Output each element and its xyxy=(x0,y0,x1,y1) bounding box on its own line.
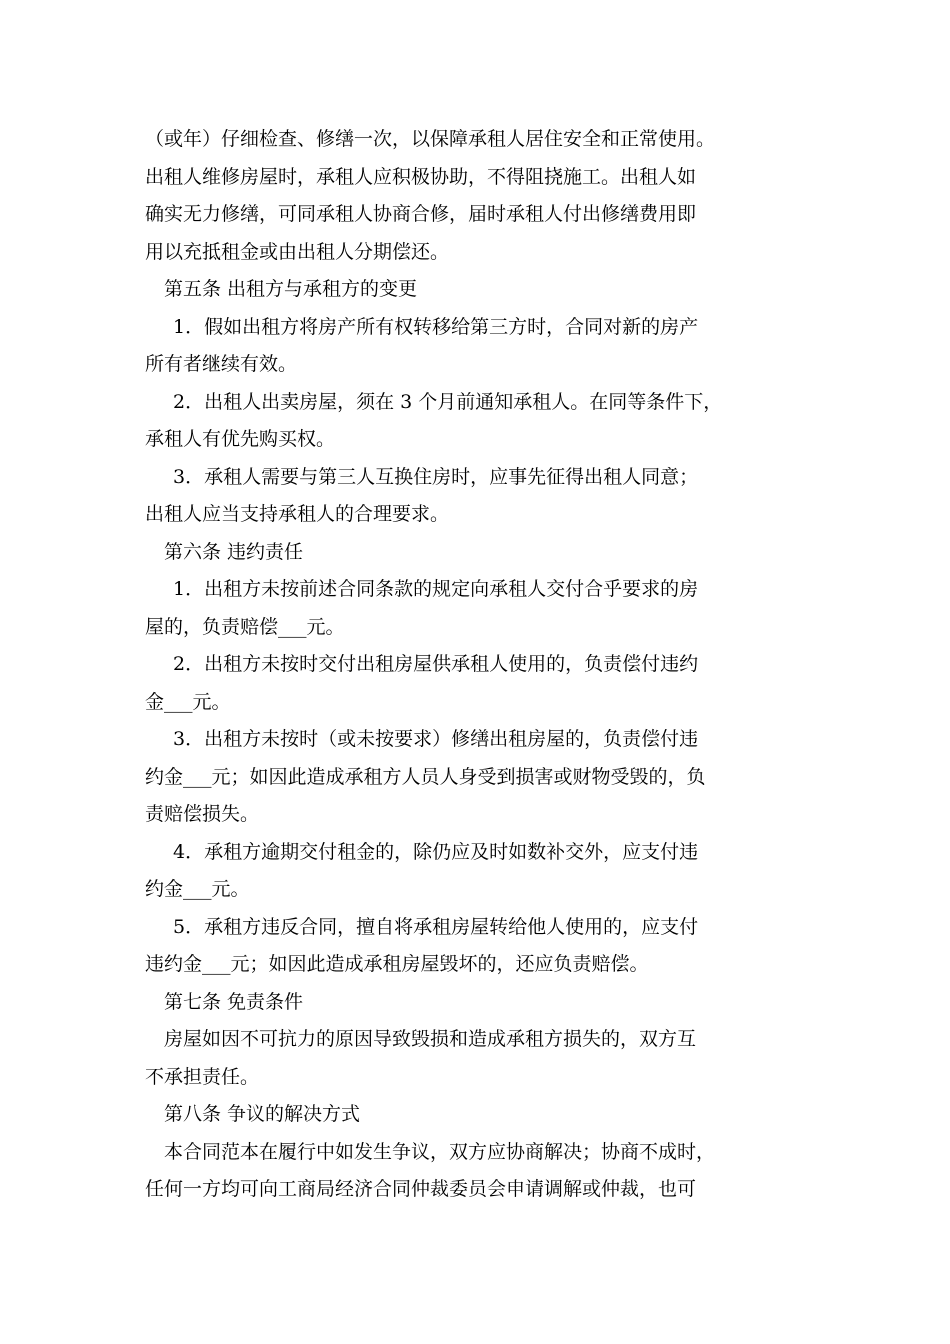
article-5-heading: 第五条 出租方与承租方的变更 xyxy=(164,278,418,300)
clause-item: 1．假如出租方将房产所有权转移给第三方时，合同对新的房产 xyxy=(173,315,699,338)
paragraph-line: 本合同范本在履行中如发生争议，双方应协商解决；协商不成时， xyxy=(164,1140,716,1163)
clause-item: 2．出租方未按时交付出租房屋供承租人使用的，负责偿付违约 xyxy=(173,653,699,675)
article-8-heading: 第八条 争议的解决方式 xyxy=(164,1103,361,1125)
paragraph-line: 房屋如因不可抗力的原因导致毁损和造成承租方损失的，双方互 xyxy=(164,1028,697,1050)
clause-item: 3．承租人需要与第三人互换住房时，应事先征得出租人同意； xyxy=(173,465,699,488)
article-7-heading: 第七条 免责条件 xyxy=(164,990,304,1013)
paragraph-line: 金___元。 xyxy=(145,690,231,713)
paragraph-line: 约金___元。 xyxy=(145,878,250,900)
paragraph-line: 出租人维修房屋时，承租人应积极协助，不得阻挠施工。出租人如 xyxy=(145,165,697,188)
paragraph-line: 出租人应当支持承租人的合理要求。 xyxy=(145,503,450,525)
paragraph-line: 屋的，负责赔偿___元。 xyxy=(145,615,345,638)
paragraph-line: 任何一方均可向工商局经济合同仲裁委员会申请调解或仲裁，也可 xyxy=(145,1178,697,1200)
paragraph-line: 违约金___元；如因此造成承租房屋毁坏的，还应负责赔偿。 xyxy=(145,953,649,975)
paragraph-line: 确实无力修缮，可同承租人协商合修，届时承租人付出修缮费用即 xyxy=(145,203,697,225)
paragraph-line: （或年）仔细检查、修缮一次，以保障承租人居住安全和正常使用。 xyxy=(145,128,716,150)
clause-item: 2．出租人出卖房屋，须在 3 个月前通知承租人。在同等条件下， xyxy=(173,390,723,413)
paragraph-line: 用以充抵租金或由出租人分期偿还。 xyxy=(145,240,450,263)
paragraph-line: 所有者继续有效。 xyxy=(145,353,298,375)
clause-item: 5．承租方违反合同，擅自将承租房屋转给他人使用的，应支付 xyxy=(173,915,699,938)
paragraph-line: 承租人有优先购买权。 xyxy=(145,428,336,450)
article-6-heading: 第六条 违约责任 xyxy=(164,540,304,563)
contract-body xyxy=(145,121,815,1209)
paragraph-line: 责赔偿损失。 xyxy=(145,803,260,825)
clause-item: 3．出租方未按时（或未按要求）修缮出租房屋的，负责偿付违 xyxy=(173,728,699,750)
paragraph-line: 不承担责任。 xyxy=(145,1065,260,1088)
clause-item: 1．出租方未按前述合同条款的规定向承租人交付合乎要求的房 xyxy=(173,578,699,600)
paragraph-line: 约金___元；如因此造成承租方人员人身受到损害或财物受毁的，负 xyxy=(145,765,706,788)
clause-item: 4．承租方逾期交付租金的，除仍应及时如数补交外，应支付违 xyxy=(173,840,699,863)
